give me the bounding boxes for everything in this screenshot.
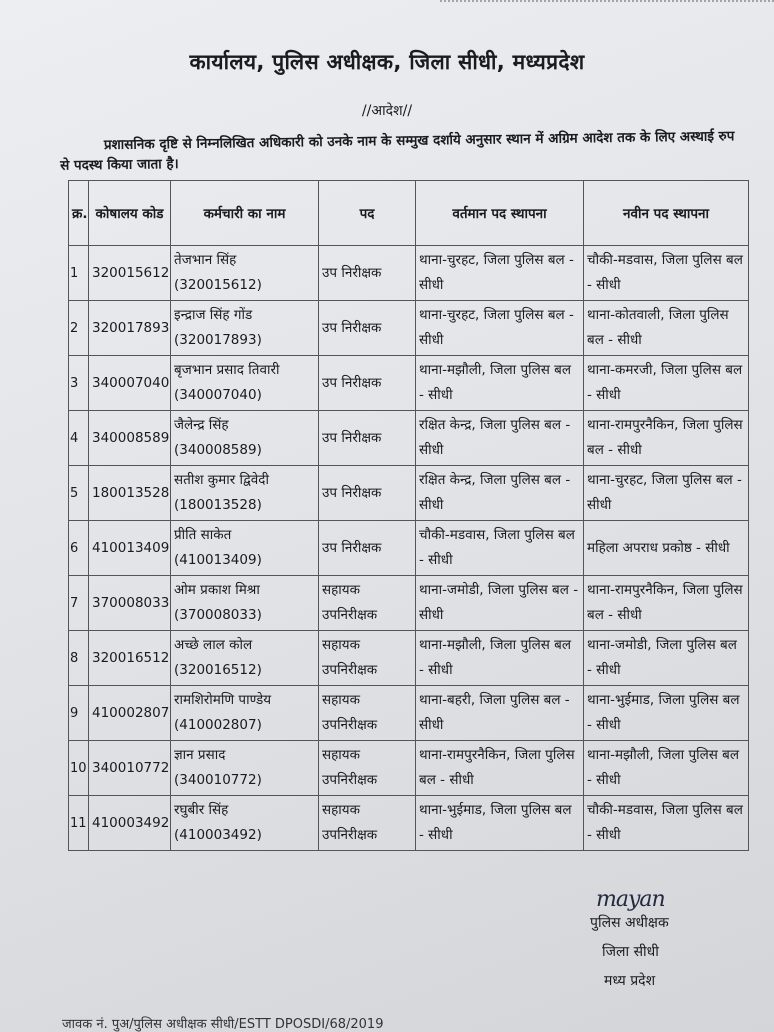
cell-sn-text: 10 [70, 760, 87, 776]
cell-post [319, 246, 416, 301]
cell-post [319, 301, 416, 356]
cell-post-text: उप निरीक्षक [322, 319, 382, 336]
signatory-state: मध्य प्रदेश [604, 973, 656, 989]
table-row [69, 741, 749, 796]
table-row [69, 466, 749, 521]
cell-sn [69, 356, 89, 411]
cell-post-text: सहायक उपनिरीक्षक [322, 802, 378, 843]
cell-sn-text: 2 [70, 320, 79, 336]
cell-post-text: सहायक उपनिरीक्षक [322, 747, 378, 788]
cell-employee-name-text: रामशिरोमणि पाण्डेय [174, 692, 272, 708]
cell-employee-name [171, 741, 319, 796]
cell-treasury-code-text: 320017893 [92, 319, 170, 336]
cell-post [319, 796, 416, 851]
cell-new-posting [584, 796, 749, 851]
cell-new-posting [584, 411, 749, 466]
table-row [69, 631, 749, 686]
cell-employee-name [171, 796, 319, 851]
cell-current-posting-text: थाना-जमोडी, जिला पुलिस बल - सीधी [419, 582, 579, 623]
cell-new-posting-text: महिला अपराध प्रकोष्ठ - सीधी [587, 539, 730, 556]
cell-current-posting-text: थाना-मझौली, जिला पुलिस बल - सीधी [419, 637, 572, 678]
cell-current-posting [416, 466, 584, 521]
table-row [69, 576, 749, 631]
cell-treasury-code-text: 340008589 [92, 429, 170, 446]
cell-sn-text: 9 [70, 705, 79, 721]
cell-sn [69, 741, 89, 796]
cell-employee-name-text: बृजभान प्रसाद तिवारी [174, 362, 280, 378]
cell-employee-name-text: अच्छे लाल कोल [174, 637, 253, 653]
cell-treasury-code [89, 301, 171, 356]
cell-post [319, 466, 416, 521]
cell-treasury-code [89, 521, 171, 576]
cell-post-text: सहायक उपनिरीक्षक [322, 692, 378, 733]
cell-employee-name-text: जैलेन्द्र सिंह [174, 417, 229, 433]
cell-employee-name-text: (340007040) [174, 387, 262, 403]
cell-employee-name [171, 521, 319, 576]
cell-employee-name-text: (410003492) [174, 827, 262, 843]
col-header-sn: क्र. [69, 181, 89, 246]
cell-new-posting-text: थाना-जमोडी, जिला पुलिस बल - सीधी [587, 637, 737, 678]
cell-employee-name [171, 686, 319, 741]
cell-current-posting [416, 631, 584, 686]
cell-employee-name [171, 466, 319, 521]
table-row [69, 411, 749, 466]
cell-employee-name-text: (340008589) [174, 442, 262, 458]
cell-treasury-code-text: 370008033 [92, 594, 170, 611]
cell-current-posting [416, 411, 584, 466]
cell-new-posting [584, 631, 749, 686]
signatory-district: जिला सीधी [602, 944, 659, 960]
cell-post-text: उप निरीक्षक [322, 484, 382, 501]
table-body [69, 246, 749, 851]
cell-new-posting [584, 741, 749, 796]
cell-sn [69, 246, 89, 301]
cell-post-text: सहायक उपनिरीक्षक [322, 582, 378, 623]
cell-sn-text: 11 [70, 815, 87, 831]
cell-employee-name-text: (340010772) [174, 772, 262, 788]
cell-current-posting [416, 796, 584, 851]
cell-current-posting [416, 741, 584, 796]
cell-sn-text: 7 [70, 595, 79, 611]
cell-employee-name [171, 301, 319, 356]
cell-new-posting-text: थाना-चुरहट, जिला पुलिस बल - सीधी [587, 472, 742, 513]
cell-employee-name-text: (410002807) [174, 717, 262, 733]
cell-employee-name-text: (410013409) [174, 552, 262, 568]
col-header-new-posting: नवीन पद स्थापना [584, 181, 749, 246]
cell-employee-name-text: तेजभान सिंह [174, 252, 237, 268]
cell-sn-text: 4 [70, 430, 79, 446]
cell-post [319, 411, 416, 466]
cell-current-posting-text: थाना-रामपुरनैकिन, जिला पुलिस बल - सीधी [419, 747, 575, 788]
cell-new-posting [584, 686, 749, 741]
cell-current-posting-text: रक्षित केन्द्र, जिला पुलिस बल - सीधी [419, 472, 571, 513]
cell-current-posting [416, 356, 584, 411]
cell-treasury-code-text: 340007040 [92, 374, 170, 391]
cell-sn [69, 301, 89, 356]
cell-post [319, 741, 416, 796]
cell-treasury-code [89, 631, 171, 686]
cell-employee-name [171, 411, 319, 466]
cell-post-text: उप निरीक्षक [322, 264, 382, 281]
cell-new-posting-text: थाना-मझौली, जिला पुलिस बल - सीधी [587, 747, 740, 788]
cell-sn-text: 5 [70, 485, 79, 501]
cell-employee-name [171, 356, 319, 411]
cell-new-posting [584, 356, 749, 411]
cell-new-posting-text: थाना-भुईमाड, जिला पुलिस बल - सीधी [587, 692, 740, 733]
cell-treasury-code-text: 340010772 [92, 759, 170, 776]
top-edge-text [440, 0, 774, 9]
order-heading: //आदेश// [361, 103, 413, 119]
table-row [69, 521, 749, 576]
cell-sn-text: 3 [70, 375, 79, 391]
cell-treasury-code [89, 246, 171, 301]
cell-new-posting [584, 576, 749, 631]
cell-treasury-code-text: 410003492 [92, 814, 170, 831]
handwritten-signature: mayan [596, 887, 665, 912]
signature-block [590, 885, 669, 996]
cell-current-posting-text: थाना-मझौली, जिला पुलिस बल - सीधी [419, 362, 572, 403]
table-row [69, 796, 749, 851]
cell-post [319, 521, 416, 576]
col-header-post: पद [319, 181, 416, 246]
cell-treasury-code [89, 466, 171, 521]
cell-sn-text: 1 [70, 265, 79, 281]
cell-sn [69, 796, 89, 851]
cell-new-posting-text: चौकी-मडवास, जिला पुलिस बल - सीधी [587, 252, 743, 293]
order-intro-paragraph: प्रशासनिक दृष्टि से निम्नलिखित अधिकारी को उनके नाम के सम्मुख दर्शाये अनुसार स्थान में अग्रिम आदेश तक के लिए अस्थाई रुप से पदस्थ किया जाता है। [60, 128, 735, 174]
cell-current-posting-text: थाना-भुईमाड, जिला पुलिस बल - सीधी [419, 802, 572, 843]
cell-employee-name-text: प्रीति साकेत [174, 527, 232, 543]
cell-sn [69, 521, 89, 576]
cell-treasury-code-text: 320016512 [92, 649, 170, 666]
signatory-designation: पुलिस अधीक्षक [590, 915, 669, 931]
cell-new-posting [584, 246, 749, 301]
table-row [69, 246, 749, 301]
cell-sn-text: 8 [70, 650, 79, 666]
cell-treasury-code [89, 356, 171, 411]
cell-treasury-code-text: 410013409 [92, 539, 170, 556]
cell-post-text: उप निरीक्षक [322, 374, 382, 391]
cell-new-posting-text: थाना-रामपुरनैकिन, जिला पुलिस बल - सीधी [587, 417, 743, 458]
table-row [69, 686, 749, 741]
cell-employee-name-text: (180013528) [174, 497, 262, 513]
cell-sn [69, 576, 89, 631]
cell-treasury-code [89, 411, 171, 466]
cell-sn [69, 686, 89, 741]
cell-treasury-code [89, 741, 171, 796]
cell-post [319, 576, 416, 631]
cell-employee-name-text: सतीश कुमार द्विवेदी [174, 472, 269, 488]
cell-treasury-code [89, 796, 171, 851]
cell-treasury-code-text: 320015612 [92, 264, 170, 281]
cell-post-text: उप निरीक्षक [322, 429, 382, 446]
cell-sn [69, 631, 89, 686]
cell-current-posting-text: थाना-चुरहट, जिला पुलिस बल - सीधी [419, 252, 574, 293]
cell-employee-name-text: ओम प्रकाश मिश्रा [174, 582, 260, 598]
cell-new-posting-text: थाना-कमरजी, जिला पुलिस बल - सीधी [587, 362, 743, 403]
cell-employee-name-text: (320016512) [174, 662, 262, 678]
cell-new-posting-text: थाना-रामपुरनैकिन, जिला पुलिस बल - सीधी [587, 582, 743, 623]
cell-current-posting-text: थाना-चुरहट, जिला पुलिस बल - सीधी [419, 307, 574, 348]
cell-employee-name-text: इन्द्राज सिंह गोंड [174, 307, 253, 323]
cell-employee-name [171, 576, 319, 631]
cell-treasury-code [89, 686, 171, 741]
table-header-row [69, 181, 749, 246]
cell-sn [69, 466, 89, 521]
cell-current-posting-text: थाना-बहरी, जिला पुलिस बल - सीधी [419, 692, 570, 733]
cell-new-posting-text: थाना-कोतवाली, जिला पुलिस बल - सीधी [587, 307, 729, 348]
cell-current-posting [416, 301, 584, 356]
col-header-current-posting: वर्तमान पद स्थापना [416, 181, 584, 246]
cell-new-posting [584, 301, 749, 356]
cell-employee-name [171, 631, 319, 686]
col-header-code: कोषालय कोड [89, 181, 171, 246]
reference-number: जावक नं. पुअ/पुलिस अधीक्षक सीधी/ESTT DPOSDI/68/2019 [62, 1017, 384, 1032]
cell-current-posting [416, 576, 584, 631]
cell-sn-text: 6 [70, 540, 79, 556]
cell-sn [69, 411, 89, 466]
table-row [69, 356, 749, 411]
cell-employee-name-text: रघुबीर सिंह [174, 802, 229, 818]
cell-post [319, 631, 416, 686]
cell-treasury-code-text: 410002807 [92, 704, 170, 721]
cell-employee-name-text: (320017893) [174, 332, 262, 348]
cell-current-posting-text: रक्षित केन्द्र, जिला पुलिस बल - सीधी [419, 417, 571, 458]
cell-current-posting [416, 521, 584, 576]
cell-current-posting [416, 246, 584, 301]
cell-new-posting [584, 466, 749, 521]
cell-treasury-code [89, 576, 171, 631]
cell-current-posting-text: चौकी-मडवास, जिला पुलिस बल - सीधी [419, 527, 575, 568]
cell-employee-name-text: ज्ञान प्रसाद [174, 747, 226, 763]
cell-post [319, 356, 416, 411]
table-row [69, 301, 749, 356]
cell-post-text: उप निरीक्षक [322, 539, 382, 556]
office-title: कार्यालय, पुलिस अधीक्षक, जिला सीधी, मध्यप्रदेश [189, 50, 585, 74]
cell-employee-name-text: (370008033) [174, 607, 262, 623]
cell-employee-name [171, 246, 319, 301]
col-header-name: कर्मचारी का नाम [171, 181, 319, 246]
cell-new-posting [584, 521, 749, 576]
cell-current-posting [416, 686, 584, 741]
cell-post [319, 686, 416, 741]
cell-employee-name-text: (320015612) [174, 277, 262, 293]
cell-new-posting-text: चौकी-मडवास, जिला पुलिस बल - सीधी [587, 802, 743, 843]
cell-treasury-code-text: 180013528 [92, 484, 170, 501]
cell-post-text: सहायक उपनिरीक्षक [322, 637, 378, 678]
transfer-table [68, 180, 749, 851]
